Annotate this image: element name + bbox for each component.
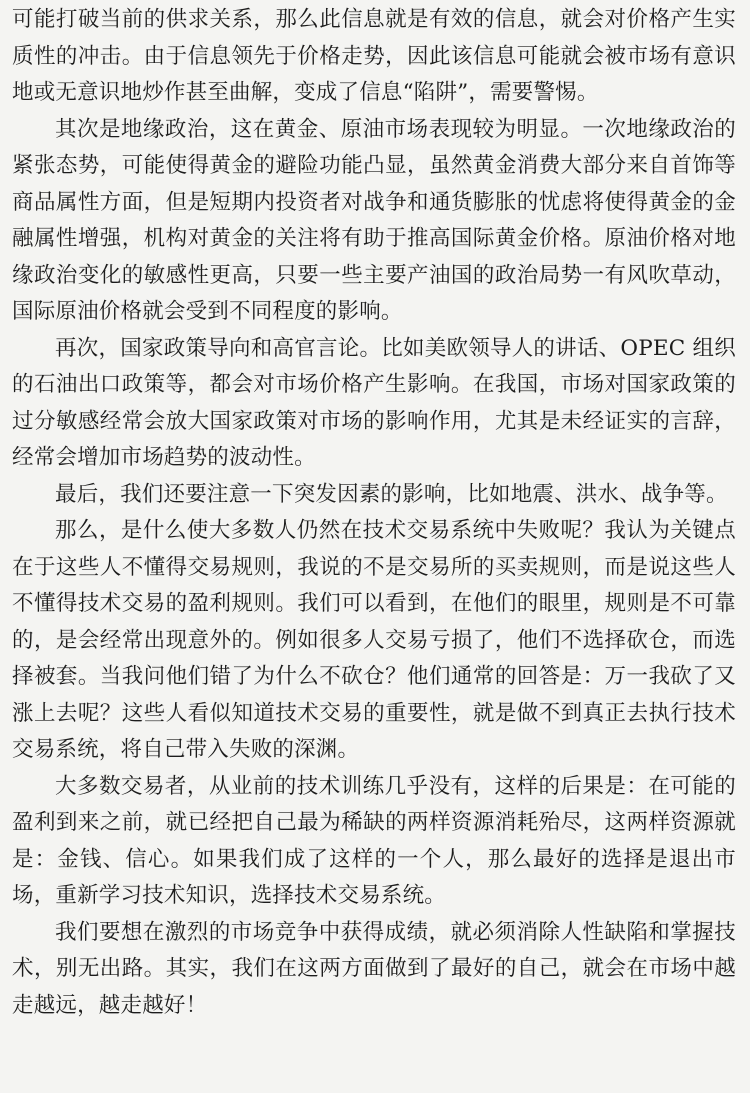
paragraph-failure-reason: 那么，是什么使大多数人仍然在技术交易系统中失败呢？我认为关键点在于这些人不懂得交易规则，我说的不是交易所的买卖规则，而是说这些人不懂得技术交易的盈利规则。我们可以看到，在他们的眼里，规则是不可靠的，是会经常出现意外的。例如很多人交易亏损了，他们不选择砍仓，而选择被套。当我问他们错了为什么不砍仓？他们通常的回答是：万一我砍了又涨上去呢？这些人看似知道技术交易的重要性，就是做不到真正去执行技术交易系统，将自己带入失败的深渊。 xyxy=(12,518,736,762)
paragraph-emergencies: 最后，我们还要注意一下突发因素的影响，比如地震、洪水、战争等。 xyxy=(55,481,728,507)
paragraph-geopolitics: 其次是地缘政治，这在黄金、原油市场表现较为明显。一次地缘政治的紧张态势，可能使得黄金的避险功能凸显，虽然黄金消费大部分来自首饰等商品属性方面，但是短期内投资者对战争和通货膨胀的忧虑将使得黄金的金融属性增强，机构对黄金的关注将有助于推高国际黄金价格。原油价格对地缘政治变化的敏感性更高，只要一些主要产油国的政治局势一有风吹草动，国际原油价格就会受到不同程度的影响。 xyxy=(12,116,736,324)
paragraph-continued: 可能打破当前的供求关系，那么此信息就是有效的信息，就会对价格产生实质性的冲击。由于信息领先于价格走势，因此该信息可能就会被市场有意识地或无意识地炒作甚至曲解，变成了信息“陷阱”，需要警惕。 xyxy=(12,7,736,105)
paragraph-conclusion: 我们要想在激烈的市场竞争中获得成绩，就必须消除人性缺陷和掌握技术，别无出路。其实，我们在这两方面做到了最好的自己，就会在市场中越走越远，越走越好！ xyxy=(12,919,736,1018)
paragraph-traders: 大多数交易者，从业前的技术训练几乎没有，这样的后果是：在可能的盈利到来之前，就已经把自己最为稀缺的两样资源消耗殆尽，这两样资源就是：金钱、信心。如果我们成了这样的一个人，那么最好的选择是退出市场，重新学习技术知识，选择技术交易系统。 xyxy=(12,773,736,908)
document-page xyxy=(12,2,736,1024)
paragraph-policy: 再次，国家政策导向和高官言论。比如美欧领导人的讲话、OPEC 组织的石油出口政策等，都会对市场价格产生影响。在我国，市场对国家政策的过分敏感经常会放大国家政策对市场的影响作用，尤其是未经证实的言辞，经常会增加市场趋势的波动性。 xyxy=(12,335,736,470)
